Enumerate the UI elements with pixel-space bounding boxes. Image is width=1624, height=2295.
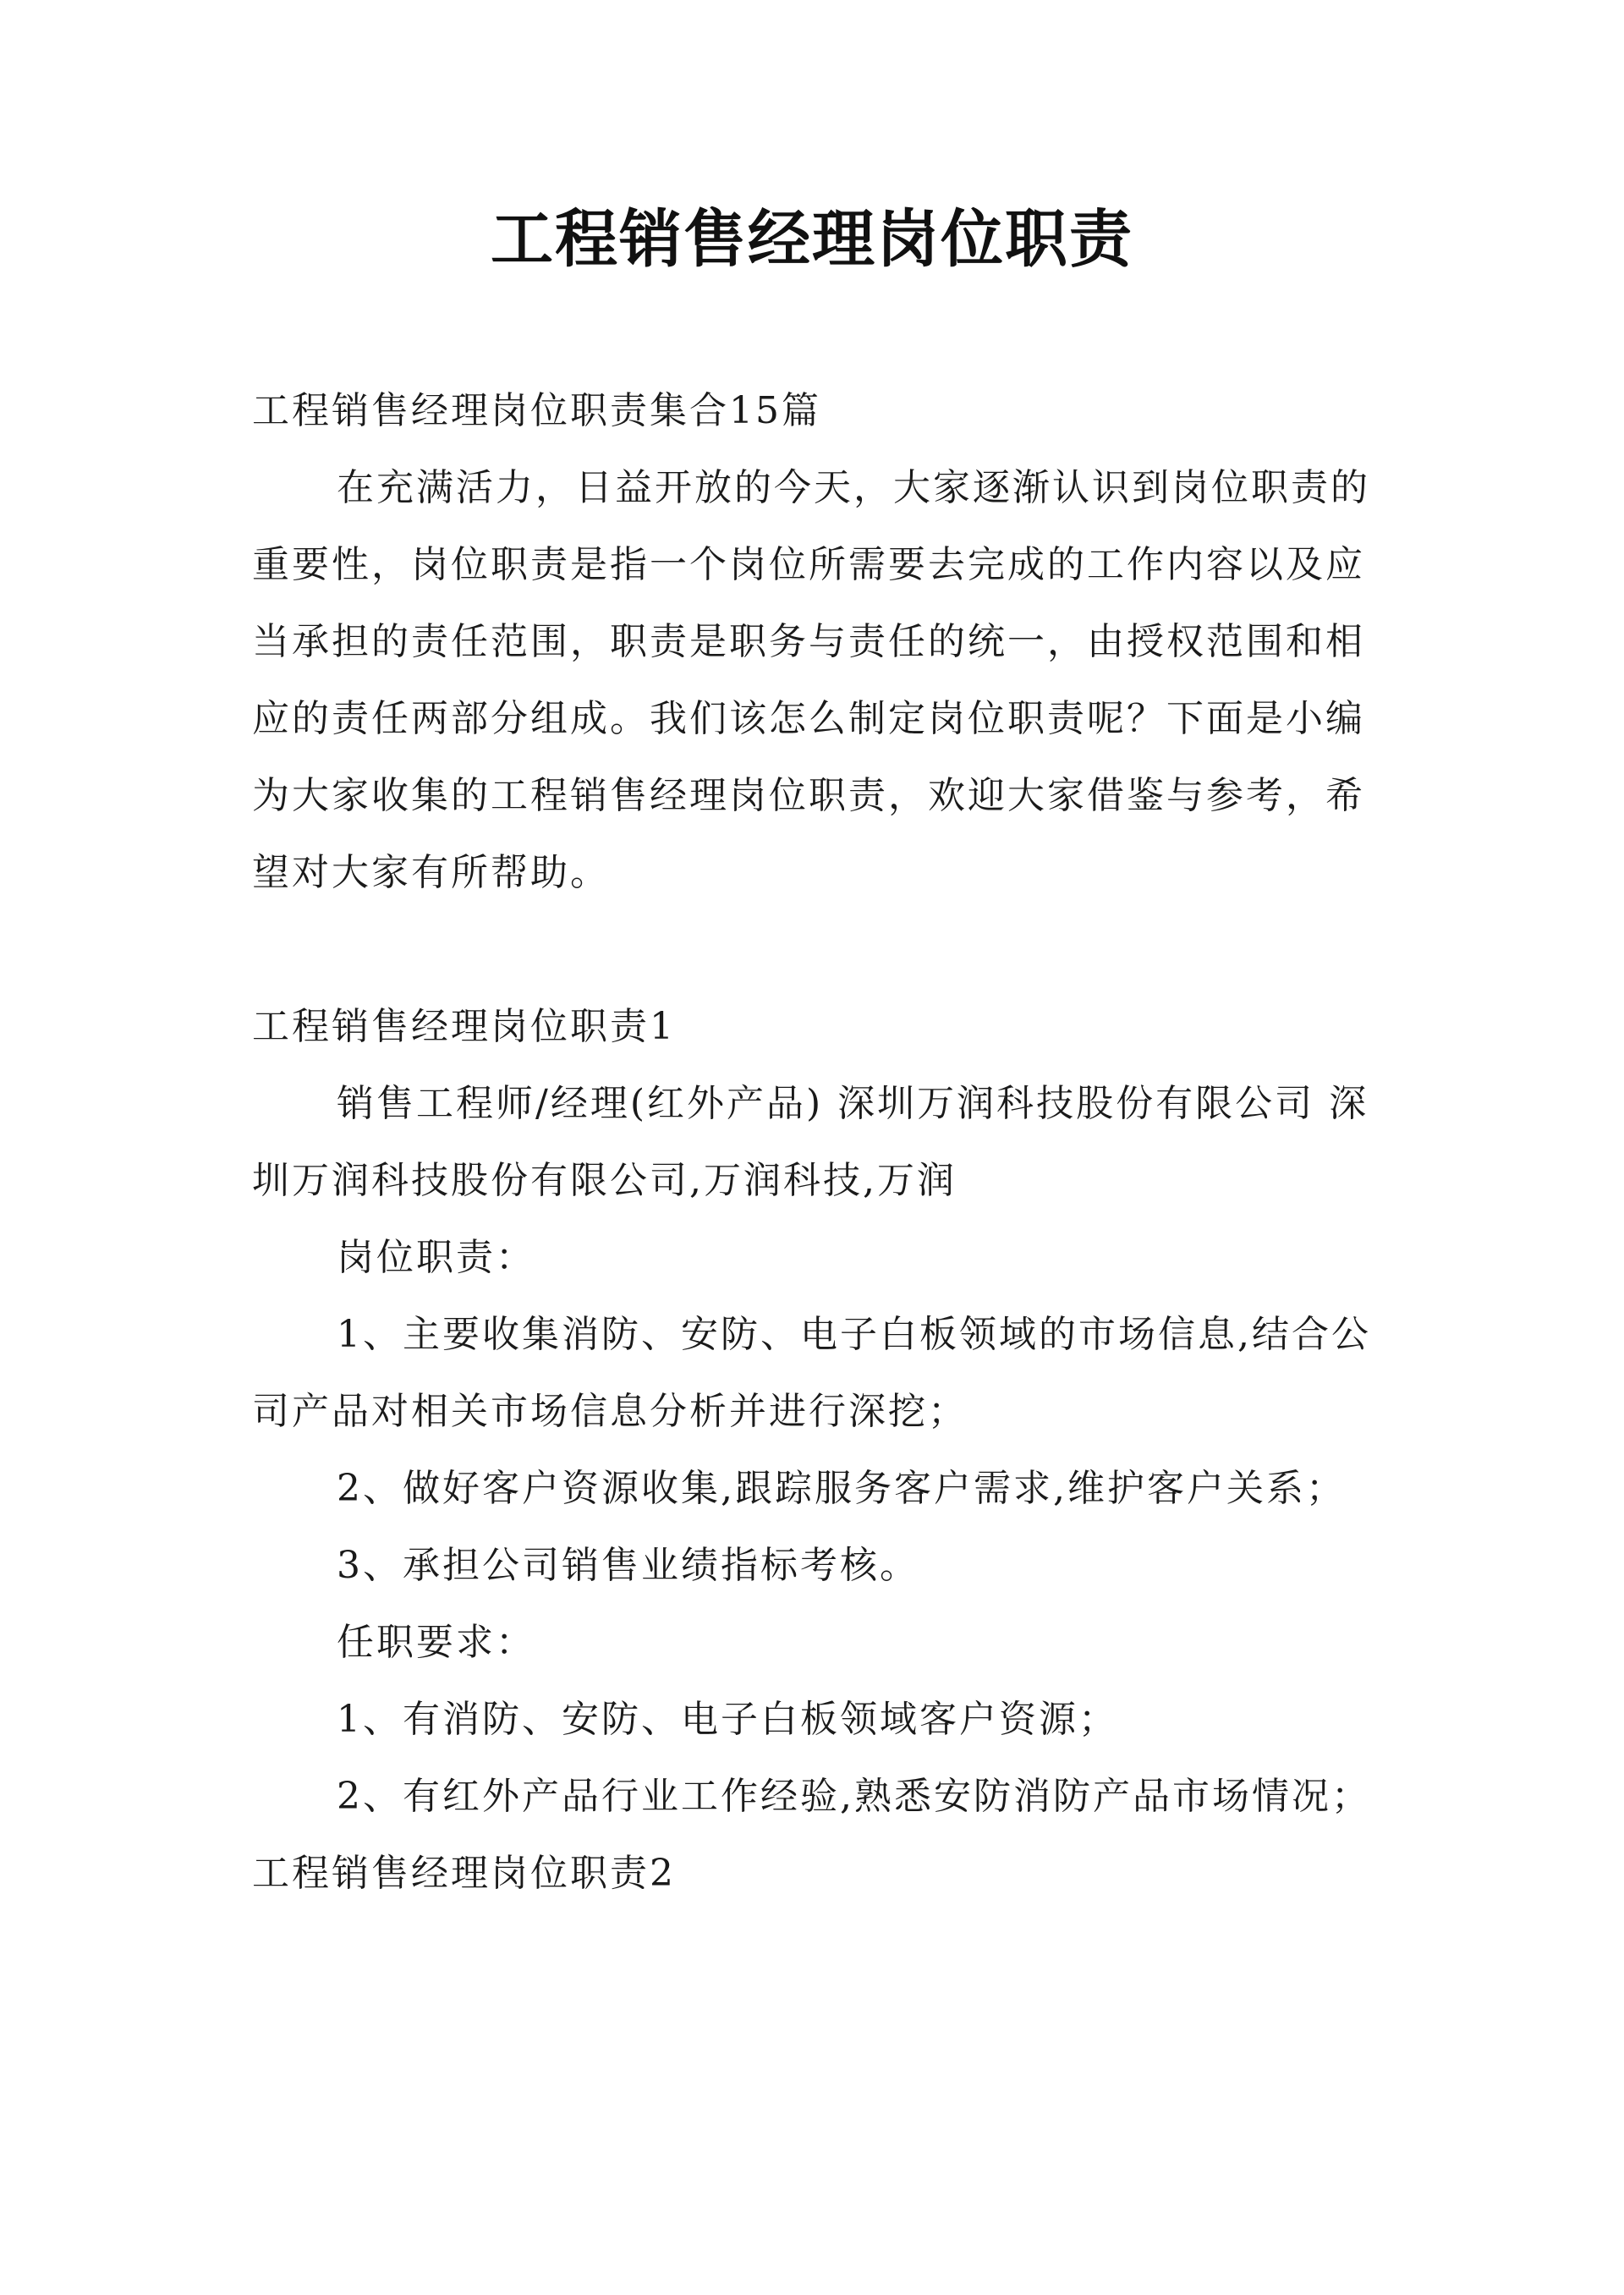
duty-item: 3、承担公司销售业绩指标考核。 [337,1544,919,1587]
company-line: 销售工程师/经理(红外产品) 深圳万润科技股份有限公司 深圳万润科技股份有限公司,万润科技,万润 [252,1082,1369,1202]
section-1-heading: 工程销售经理岗位职责1 [252,1005,676,1048]
requirements-label: 任职要求： [337,1621,535,1664]
document-body [252,372,1384,1912]
section-2-heading: 工程销售经理岗位职责2 [252,1852,676,1895]
requirement-item: 2、有红外产品行业工作经验,熟悉安防消防产品市场情况； [337,1775,1371,1818]
document-title: 工程销售经理岗位职责 [491,203,1133,276]
intro-paragraph: 在充满活力，日益开放的今天，大家逐渐认识到岗位职责的重要性，岗位职责是指一个岗位所需要去完成的工作内容以及应当承担的责任范围，职责是职务与责任的统一，由授权范围和相应的责任两部分组成。我们该怎么制定岗位职责呢？下面是小编为大家收集的工程销售经理岗位职责，欢迎大家借鉴与参考，希望对大家有所帮助。 [252,466,1370,894]
duty-item: 2、做好客户资源收集,跟踪服务客户需求,维护客户关系； [337,1467,1346,1510]
collection-subtitle: 工程销售经理岗位职责集合15篇 [252,389,821,432]
duties-label: 岗位职责： [337,1236,535,1279]
duty-item: 1、主要收集消防、安防、电子白板领域的市场信息,结合公司产品对相关市场信息分析并进行深挖； [252,1313,1371,1433]
requirement-item: 1、有消防、安防、电子白板领域客户资源； [337,1698,1118,1741]
